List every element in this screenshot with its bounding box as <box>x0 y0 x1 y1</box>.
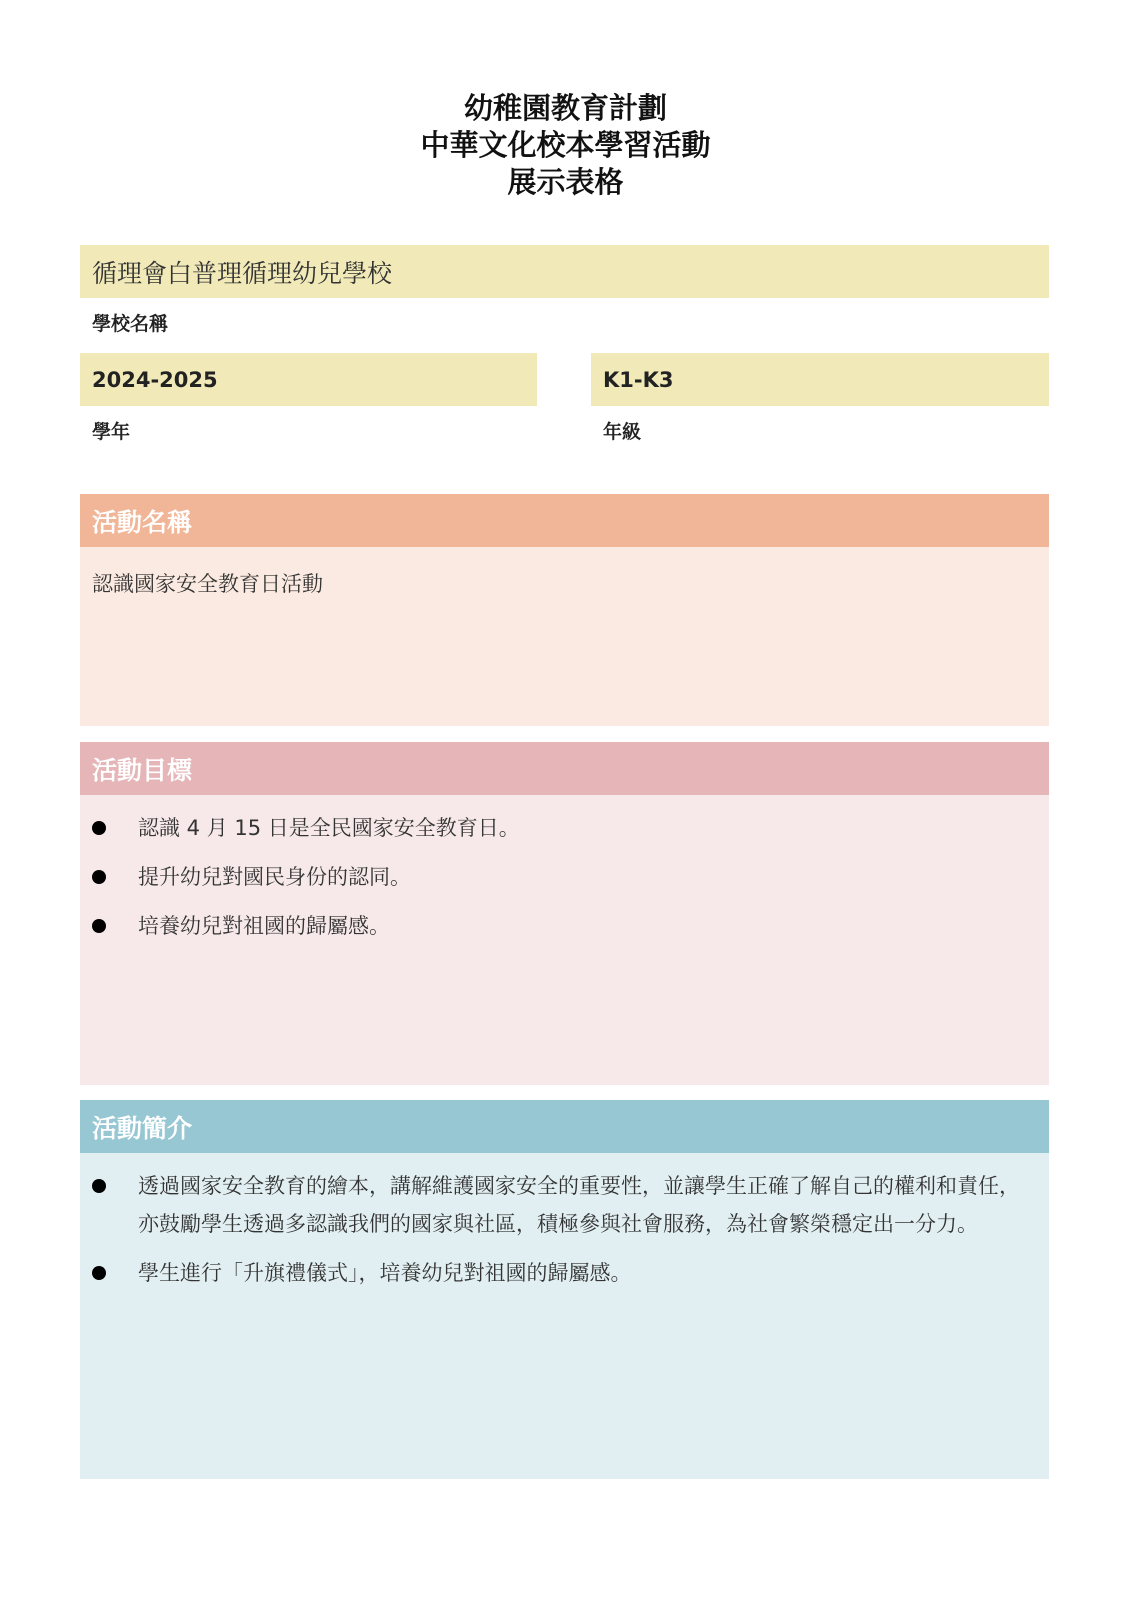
objective-item <box>80 809 1049 847</box>
objective-text: 提升幼兒對國民身份的認同。 <box>138 865 411 889</box>
grade-field: K1-K3 <box>591 353 1049 406</box>
activity-name-value: 認識國家安全教育日活動 <box>92 572 323 596</box>
activity-name-heading: 活動名稱 <box>80 494 1049 547</box>
objective-item <box>80 907 1049 945</box>
objective-item <box>80 858 1049 896</box>
school-year-label: 學年 <box>92 421 131 443</box>
bullet-icon <box>92 821 106 835</box>
objectives-heading: 活動目標 <box>80 742 1049 795</box>
objective-text: 培養幼兒對祖國的歸屬感。 <box>138 914 390 938</box>
introduction-text: 透過國家安全教育的繪本，講解維護國家安全的重要性，並讓學生正確了解自己的權利和責任，亦鼓勵學生透過多認識我們的國家與社區，積極參與社會服務，為社會繁榮穩定出一分力。 <box>138 1174 1020 1236</box>
grade-label: 年級 <box>603 421 642 443</box>
objective-text: 認識 4 月 15 日是全民國家安全教育日。 <box>138 816 520 840</box>
title-line-1: 幼稚園教育計劃 <box>463 91 667 125</box>
school-year-field: 2024-2025 <box>80 353 537 406</box>
introduction-item <box>80 1167 1049 1243</box>
activity-name-panel <box>80 547 1049 726</box>
introduction-panel <box>80 1153 1049 1479</box>
bullet-icon <box>92 870 106 884</box>
school-name-label: 學校名稱 <box>92 313 169 335</box>
bullet-icon <box>92 1179 106 1193</box>
title-line-3: 展示表格 <box>507 165 624 199</box>
objectives-panel <box>80 795 1049 1085</box>
form-title <box>0 90 1131 201</box>
title-line-2: 中華文化校本學習活動 <box>420 128 711 162</box>
bullet-icon <box>92 1266 106 1280</box>
school-name-field: 循理會白普理循理幼兒學校 <box>80 245 1049 298</box>
introduction-heading: 活動簡介 <box>80 1100 1049 1153</box>
introduction-list <box>80 1167 1049 1303</box>
introduction-item <box>80 1254 1049 1292</box>
introduction-text: 學生進行「升旗禮儀式」，培養幼兒對祖國的歸屬感。 <box>138 1261 632 1285</box>
bullet-icon <box>92 919 106 933</box>
objectives-list <box>80 809 1049 956</box>
